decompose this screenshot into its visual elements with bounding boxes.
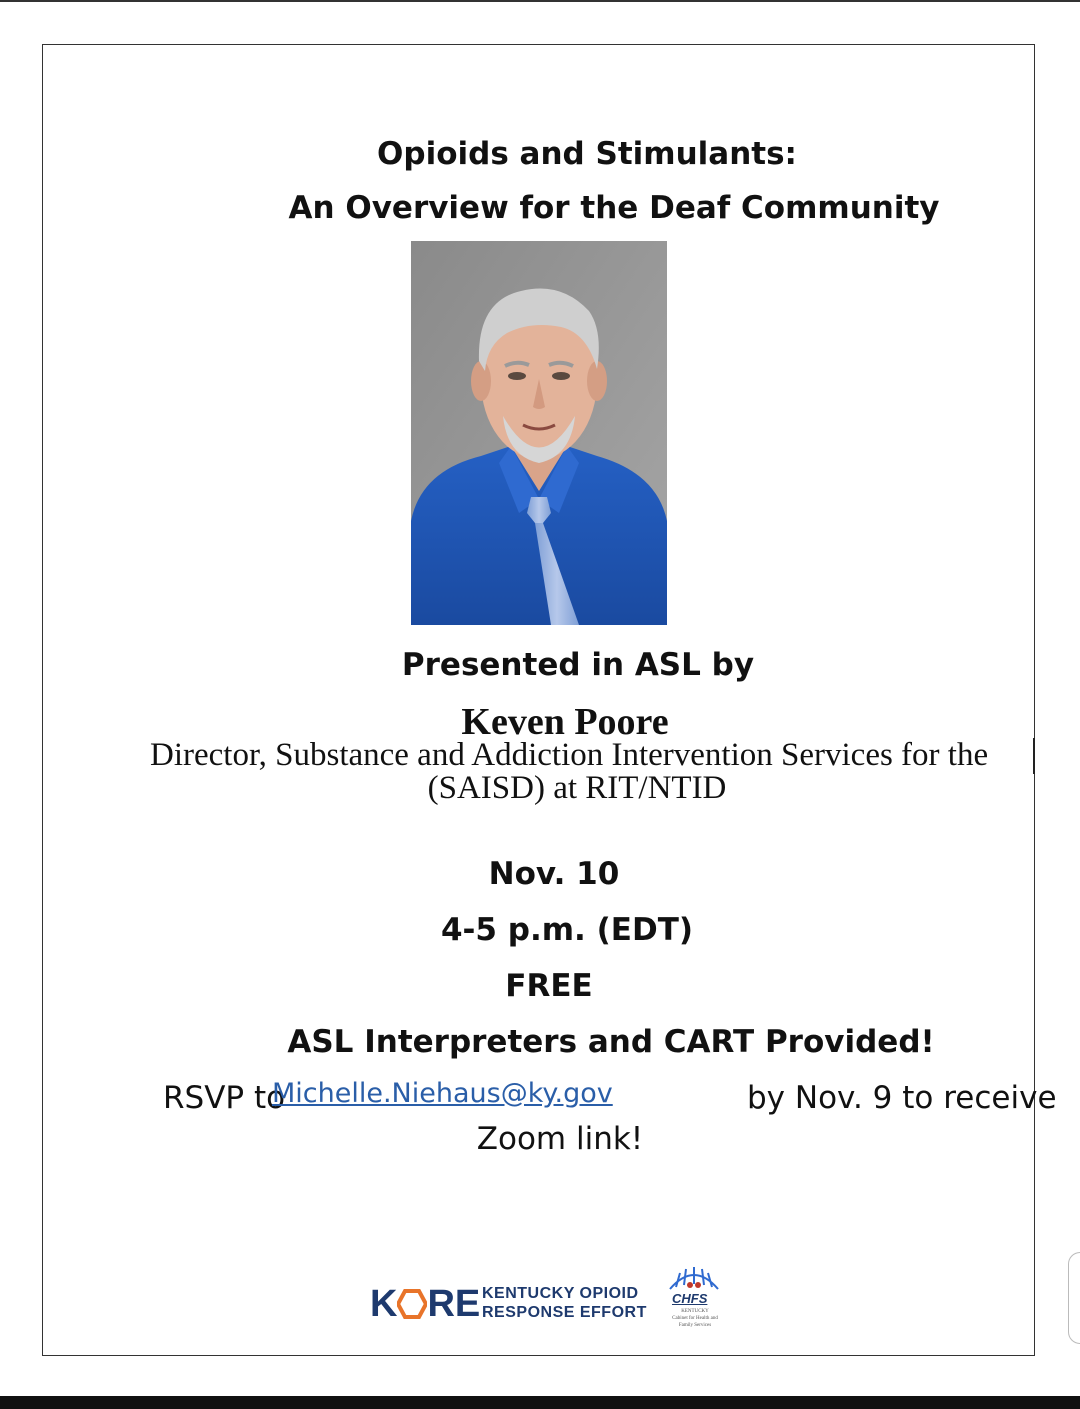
scroll-handle[interactable] — [1068, 1252, 1080, 1344]
event-title-line2: An Overview for the Deaf Community — [288, 190, 940, 226]
top-divider — [0, 0, 1080, 2]
speaker-name: Keven Poore — [461, 701, 669, 743]
rsvp-prefix: RSVP to — [163, 1080, 286, 1116]
kore-letters-re: RE — [427, 1283, 481, 1325]
event-title-line1: Opioids and Stimulants: — [377, 136, 797, 172]
speaker-role-line2: (SAISD) at RIT/NTID — [427, 770, 727, 806]
rsvp-zoom-note: Zoom link! — [476, 1121, 644, 1157]
event-cost: FREE — [505, 968, 593, 1004]
speaker-portrait-icon — [411, 241, 667, 625]
kore-tagline-line2: RESPONSE EFFORT — [482, 1304, 647, 1321]
kore-tagline-line1: KENTUCKY OPIOID — [482, 1285, 639, 1302]
text-cursor — [1033, 738, 1035, 774]
chfs-small-line2: Cabinet for Health and — [672, 1316, 718, 1321]
event-time: 4-5 p.m. (EDT) — [440, 912, 694, 948]
kore-logo — [370, 1283, 648, 1325]
bottom-bar — [0, 1396, 1080, 1409]
presented-by-label: Presented in ASL by — [401, 647, 755, 683]
speaker-photo — [411, 241, 667, 625]
chfs-sunburst-icon — [656, 1263, 732, 1293]
chfs-small-line1: KENTUCKY — [681, 1309, 709, 1314]
event-date: Nov. 10 — [488, 856, 620, 892]
chfs-logo — [656, 1263, 732, 1337]
accessibility-note: ASL Interpreters and CART Provided! — [287, 1024, 935, 1060]
kore-hexagon-icon — [397, 1289, 427, 1319]
kore-letter-k: K — [370, 1283, 398, 1325]
kore-wordmark — [370, 1283, 480, 1325]
chfs-wordmark: CHFS — [672, 1291, 708, 1306]
chfs-small-line3: Family Services — [678, 1323, 712, 1328]
rsvp-deadline: by Nov. 9 to receive — [747, 1080, 1057, 1116]
rsvp-email-link[interactable]: Michelle.Niehaus@ky.gov — [272, 1078, 613, 1109]
speaker-role-line1: Director, Substance and Addiction Intervention Services for the — [150, 737, 989, 773]
